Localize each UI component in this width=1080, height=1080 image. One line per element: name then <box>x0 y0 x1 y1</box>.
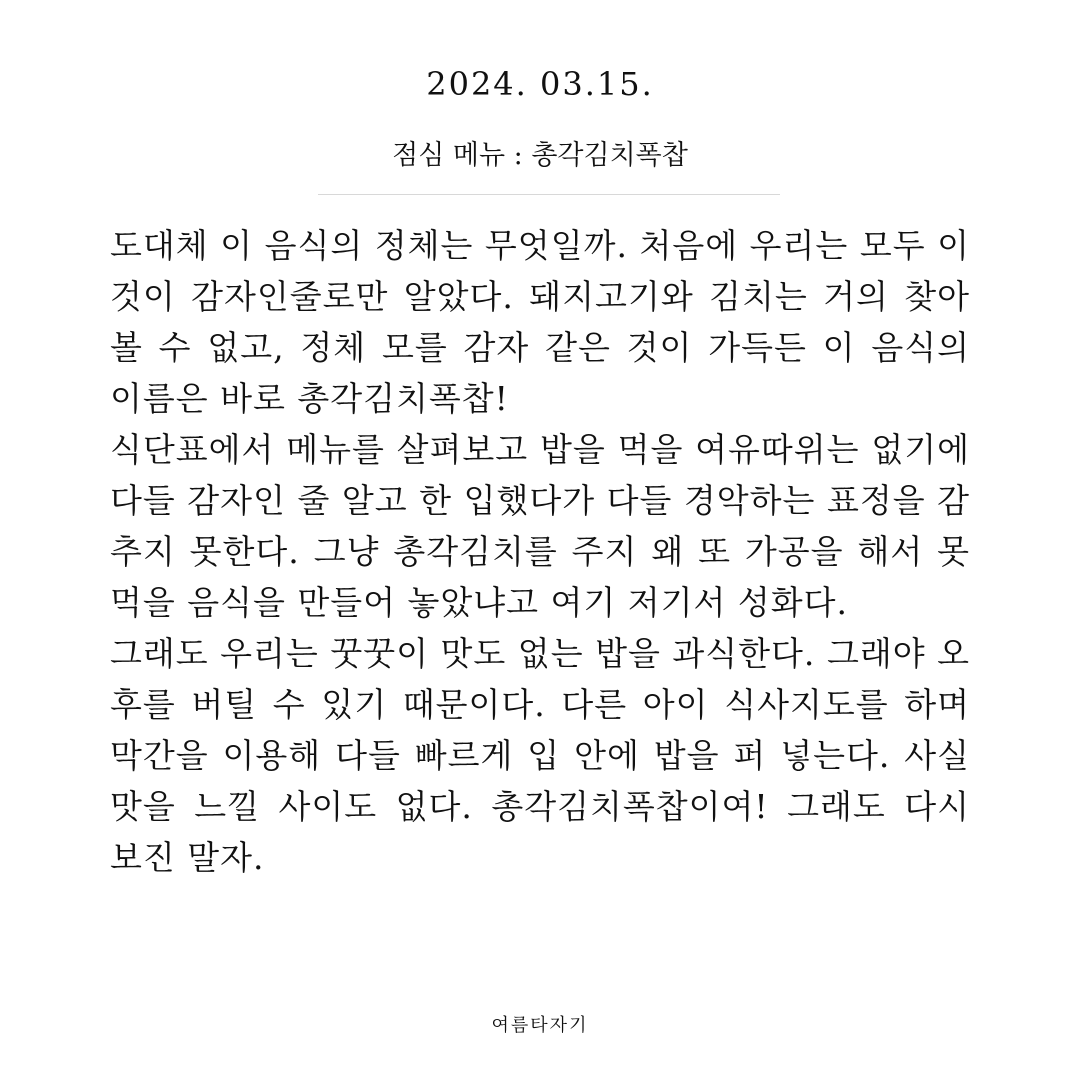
menu-title: 점심 메뉴 : 총각김치폭찹 <box>392 140 688 171</box>
paragraph-3: 그래도 우리는 꿋꿋이 맛도 없는 밥을 과식한다. 그래야 오후를 버틸 수 있기 때문이다. 다른 아이 식사지도를 하며 막간을 이용해 다들 빠르게 입 안에 밥을 퍼 넣는다. 사실 맛을 느낄 사이도 없다. 총각김치폭찹이여! 그래도 다시 보진 말자. <box>110 634 970 877</box>
paragraph-1: 도대체 이 음식의 정체는 무엇일까. 처음에 우리는 모두 이것이 감자인줄로만 알았다. 돼지고기와 김치는 거의 찾아볼 수 없고, 정체 모를 감자 같은 것이 가득든 이 음식의 이름은 바로 총각김치폭찹! <box>110 226 970 418</box>
body-text <box>110 220 970 883</box>
date-heading: 2024. 03.15. <box>426 65 654 103</box>
title-divider <box>318 194 780 195</box>
paragraph-2: 식단표에서 메뉴를 살펴보고 밥을 먹을 여유따위는 없기에 다들 감자인 줄 알고 한 입했다가 다들 경악하는 표정을 감추지 못한다. 그냥 총각김치를 주지 왜 또 가공을 해서 못 먹을 음식을 만들어 놓았냐고 여기 저기서 성화다. <box>110 430 970 622</box>
footer-author: 여름타자기 <box>491 1015 589 1036</box>
